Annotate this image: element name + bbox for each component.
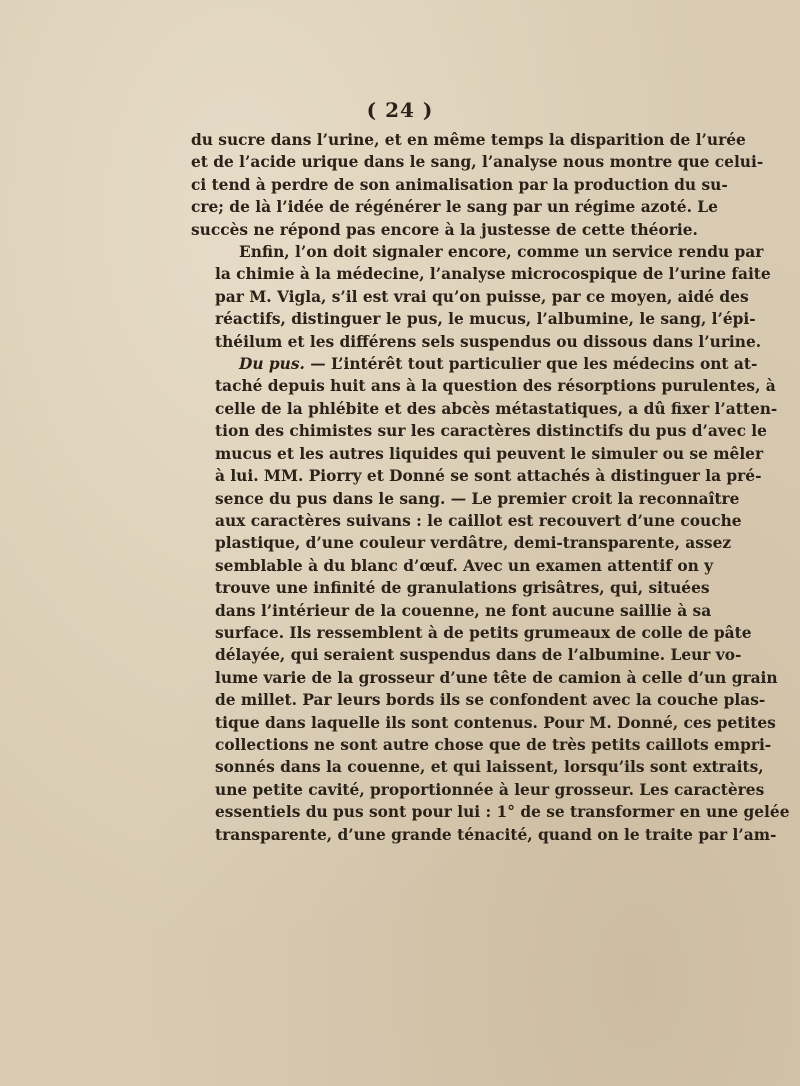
text-line: tique dans laquelle ils sont contenus. Pour M. Donné, ces petites — [215, 713, 776, 732]
text-line: semblable à du blanc d’œuf. Avec un examen attentif on y — [215, 556, 714, 575]
text-line: délayée, qui seraient suspendus dans de l’albumine. Leur vo- — [215, 646, 742, 665]
text-line: sence du pus dans le sang. — Le premier croit la reconnaître — [215, 489, 740, 508]
text-line: et de l’acide urique dans le sang, l’analyse nous montre que celui- — [191, 153, 764, 172]
text-fragment: — L’intérêt tout particulier que les médecins ont at- — [304, 355, 758, 374]
text-line: théilum et les différens sels suspendus ou dissous dans l’urine. — [215, 332, 762, 351]
text-line: dans l’intérieur de la couenne, ne font aucune saillie à sa — [215, 601, 712, 620]
text-line: par M. Vigla, s’il est vrai qu’on puisse, par ce moyen, aidé des — [215, 287, 749, 306]
text-line: plastique, d’une couleur verdâtre, demi-transparente, assez — [215, 534, 732, 553]
text-line: collections ne sont autre chose que de très petits caillots empri- — [215, 735, 772, 754]
text-line: réactifs, distinguer le pus, le mucus, l’albumine, le sang, l’épi- — [215, 310, 756, 329]
text-line: de millet. Par leurs bords ils se confondent avec la couche plas- — [215, 691, 766, 710]
text-line: tion des chimistes sur les caractères distinctifs du pus d’avec le — [215, 422, 767, 441]
text-line: mucus et les autres liquides qui peuvent le simuler ou se mêler — [215, 444, 764, 463]
text-line: du sucre dans l’urine, et en même temps la disparition de l’urée — [191, 131, 746, 149]
paragraph-2 — [191, 241, 771, 353]
paragraph-3 — [191, 353, 790, 846]
text-line: lume varie de la grosseur d’une tête de camion à celle d’un grain — [215, 668, 778, 687]
text-line: celle de la phlébite et des abcès métastatiques, a dû fixer l’atten- — [215, 399, 778, 418]
text-line: la chimie à la médecine, l’analyse microcospique de l’urine faite — [215, 265, 771, 284]
text-line: taché depuis huit ans à la question des résorptions purulentes, à — [215, 377, 776, 396]
section-lead: Du pus. — [239, 355, 305, 374]
text-line: cre; de là l’idée de régénérer le sang par un régime azoté. Le — [191, 198, 718, 217]
text-line: sonnés dans la couenne, et qui laissent, lorsqu’ils sont extraits, — [215, 758, 764, 777]
body-text — [191, 129, 790, 846]
text-line: trouve une infinité de granulations grisâtres, qui, situées — [215, 579, 710, 598]
page-number: ( 24 ) — [366, 98, 434, 122]
text-line: Enfin, l’on doit signaler encore, comme un service rendu par — [239, 243, 764, 262]
text-line: transparente, d’une grande ténacité, quand on le traite par l’am- — [215, 825, 777, 844]
text-line: essentiels du pus sont pour lui : 1° de se transformer en une gelée — [215, 803, 790, 822]
text-line: surface. Ils ressemblent à de petits grumeaux de colle de pâte — [215, 623, 752, 642]
text-line: aux caractères suivans : le caillot est recouvert d’une couche — [215, 511, 742, 530]
text-line: succès ne répond pas encore à la justesse de cette théorie. — [191, 220, 698, 239]
text-line: à lui. MM. Piorry et Donné se sont attachés à distinguer la pré- — [215, 467, 762, 486]
paragraph-1 — [191, 129, 764, 241]
text-line: ci tend à perdre de son animalisation par la production du su- — [191, 175, 728, 194]
text-line: une petite cavité, proportionnée à leur grosseur. Les caractères — [215, 780, 765, 799]
text-line-with-lead — [191, 353, 758, 375]
